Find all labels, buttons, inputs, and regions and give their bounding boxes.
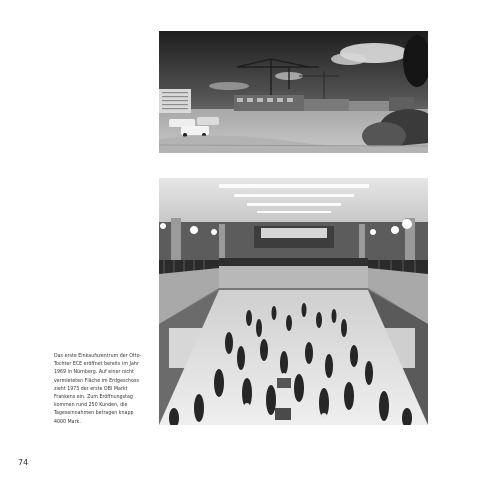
shopping-mall-photo xyxy=(159,178,428,425)
construction-site-photo xyxy=(159,31,428,153)
page-number: 74 xyxy=(18,458,29,467)
photo-caption: Das erste Einkaufszentrum der Otto- Tochter ECE eröffnet bereits im Jahr 1969 in Nürnberg. Auf einer nicht vermieteten Fläche im Erdgeschoss zieht 1973 der erste OBI Markt Frankens ein. Zum Eröffnungstag kommen rund 250 Kunden, die Tageseinnahmen betragen knapp 4000 Mark. xyxy=(54,353,142,425)
